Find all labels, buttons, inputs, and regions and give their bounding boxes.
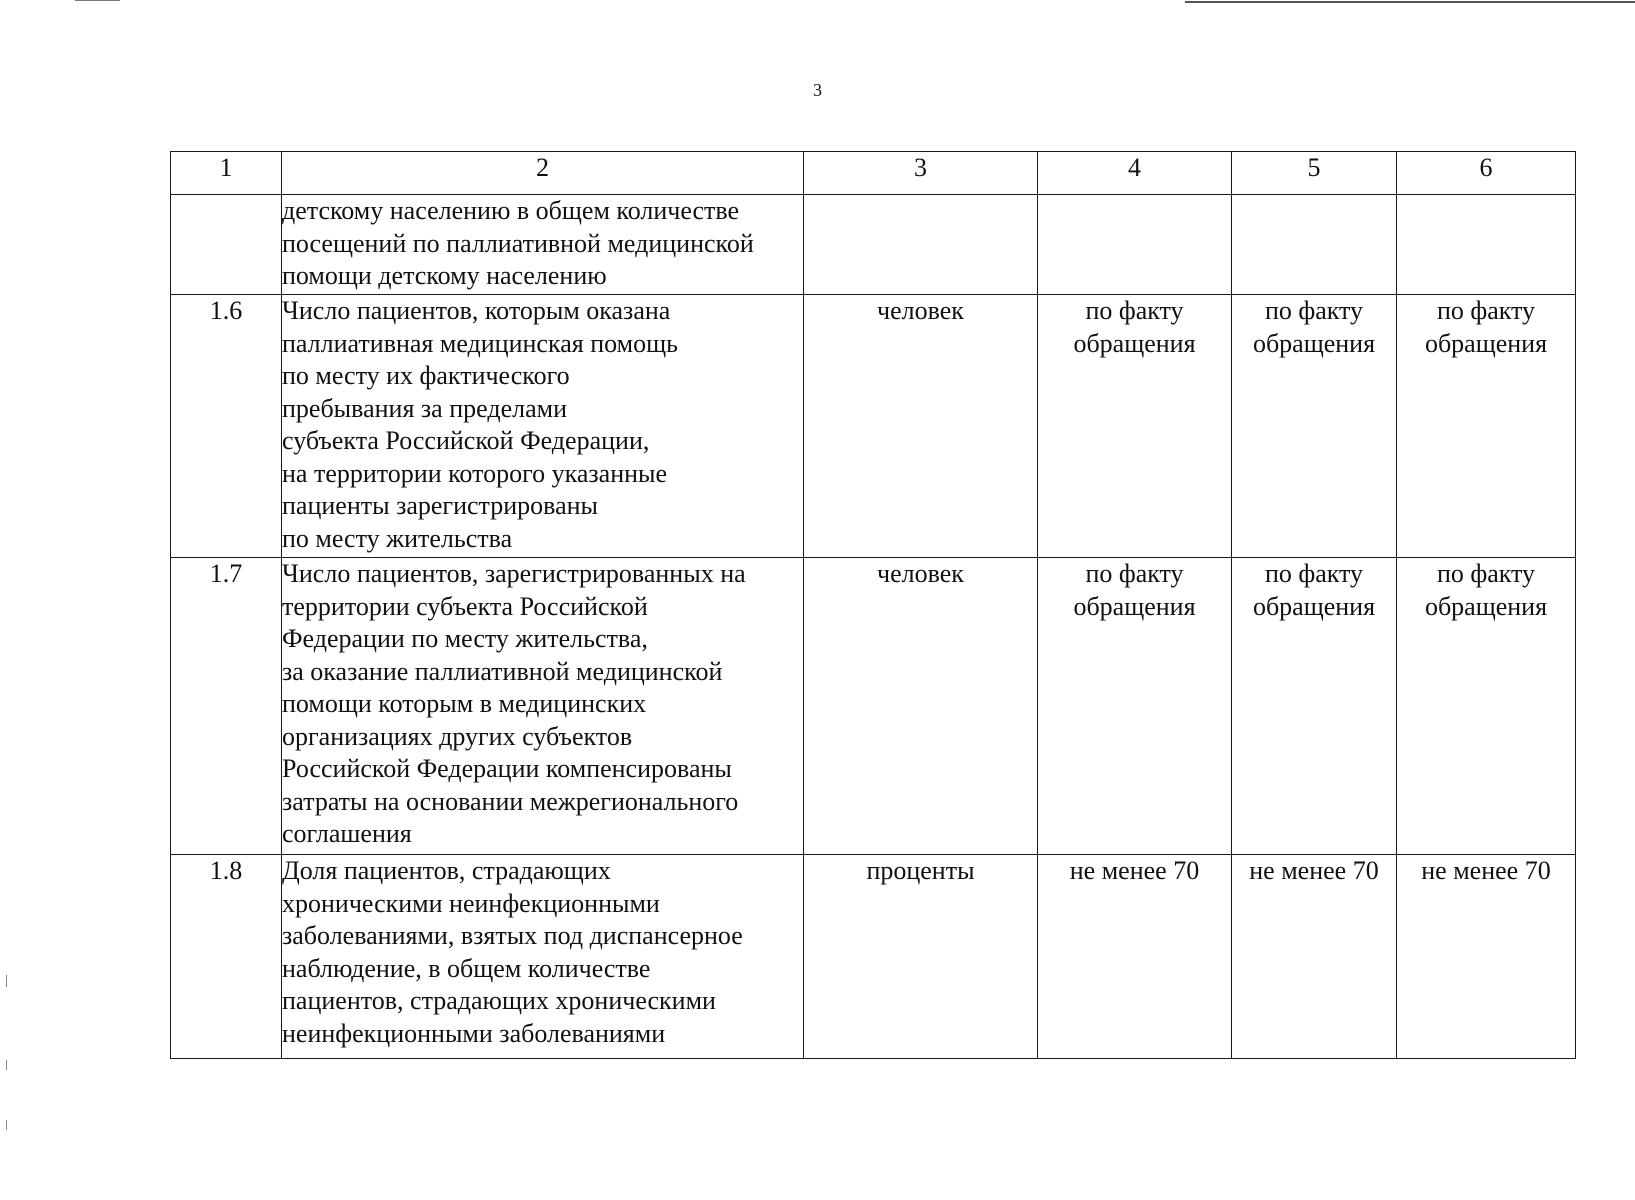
description-line: паллиативная медицинская помощь — [282, 328, 678, 358]
value-line: по факту — [1436, 296, 1536, 325]
row-value-col6 — [1397, 855, 1576, 1059]
row-description — [282, 855, 804, 1059]
value-line: по факту — [1436, 559, 1536, 588]
column-header: 5 — [1232, 152, 1397, 195]
row-unit: проценты — [804, 855, 1038, 1059]
column-header: 3 — [804, 152, 1038, 195]
description-line: неинфекционными заболеваниями — [282, 1018, 666, 1048]
description-line: хроническими неинфекционными — [282, 888, 660, 918]
row-unit: человек — [804, 558, 1038, 855]
description-line: детскому населению в общем количестве — [282, 196, 740, 225]
row-value-col5 — [1232, 295, 1397, 558]
row-value-col4 — [1038, 855, 1232, 1059]
row-value-col4 — [1038, 558, 1232, 855]
value-line: обращения — [1252, 591, 1376, 621]
indicator-table — [170, 151, 1576, 1059]
table-header-row — [171, 152, 1576, 195]
row-value-col4 — [1038, 295, 1232, 558]
value-line: по факту — [1085, 296, 1184, 325]
description-line: наблюдение, в общем количестве — [282, 953, 651, 983]
value-line: по факту — [1264, 559, 1364, 588]
value-line: по факту — [1264, 296, 1364, 325]
row-value-col6 — [1397, 295, 1576, 558]
value-line: обращения — [1424, 591, 1548, 621]
description-line: за оказание паллиативной медицинской — [282, 656, 723, 686]
description-line: Российской Федерации компенсированы — [282, 754, 732, 783]
scan-edge-mark — [75, 0, 120, 1]
table-row — [171, 855, 1576, 1059]
value-line: обращения — [1424, 328, 1548, 358]
row-value-col5 — [1232, 195, 1397, 295]
description-line: затраты на основании межрегионального — [282, 786, 739, 816]
row-number — [171, 195, 282, 295]
description-line: субъекта Российской Федерации, — [282, 426, 650, 455]
scan-edge-mark — [6, 1060, 7, 1070]
table-row — [171, 295, 1576, 558]
description-line: Число пациентов, зарегистрированных на — [282, 559, 746, 588]
value-line: обращения — [1252, 328, 1376, 358]
scan-edge-mark — [6, 975, 7, 987]
description-line: пациенты зарегистрированы — [282, 491, 598, 520]
row-description — [282, 195, 804, 295]
row-value-col6 — [1397, 558, 1576, 855]
value-line: не менее 70 — [1249, 856, 1379, 885]
description-line: помощи детскому населению — [282, 261, 607, 290]
value-line: по факту — [1085, 559, 1184, 588]
description-line: Число пациентов, которым оказана — [282, 296, 671, 325]
description-line: по месту их фактического — [282, 361, 570, 390]
row-description — [282, 558, 804, 855]
scan-edge-mark — [1185, 1, 1635, 3]
description-line: Федерации по месту жительства, — [282, 624, 648, 653]
row-value-col4 — [1038, 195, 1232, 295]
description-line: пребывания за пределами — [282, 393, 567, 423]
column-header: 2 — [282, 152, 804, 195]
row-unit — [804, 195, 1038, 295]
description-line: на территории которого указанные — [282, 458, 668, 488]
value-line: не менее 70 — [1069, 856, 1200, 885]
description-line: заболеваниями, взятых под диспансерное — [282, 921, 743, 950]
description-line: пациентов, страдающих хроническими — [282, 986, 716, 1015]
column-header: 4 — [1038, 152, 1232, 195]
table-row — [171, 195, 1576, 295]
description-line: соглашения — [282, 819, 412, 848]
column-header: 1 — [171, 152, 282, 195]
row-unit: человек — [804, 295, 1038, 558]
scan-edge-mark — [6, 1120, 7, 1130]
row-description — [282, 295, 804, 558]
column-header: 6 — [1397, 152, 1576, 195]
description-line: помощи которым в медицинских — [282, 689, 647, 718]
description-line: посещений по паллиативной медицинской — [282, 228, 754, 258]
description-line: организациях других субъектов — [282, 721, 633, 751]
row-number: 1.8 — [171, 855, 282, 1059]
row-value-col5 — [1232, 558, 1397, 855]
row-number: 1.6 — [171, 295, 282, 558]
row-value-col5 — [1232, 855, 1397, 1059]
value-line: обращения — [1073, 328, 1196, 358]
row-number: 1.7 — [171, 558, 282, 855]
row-value-col6 — [1397, 195, 1576, 295]
description-line: территории субъекта Российской — [282, 591, 648, 621]
table-row — [171, 558, 1576, 855]
value-line: обращения — [1073, 591, 1196, 621]
description-line: по месту жительства — [282, 523, 513, 553]
page-number: 3 — [813, 80, 822, 100]
value-line: не менее 70 — [1421, 856, 1551, 885]
description-line: Доля пациентов, страдающих — [282, 856, 611, 885]
